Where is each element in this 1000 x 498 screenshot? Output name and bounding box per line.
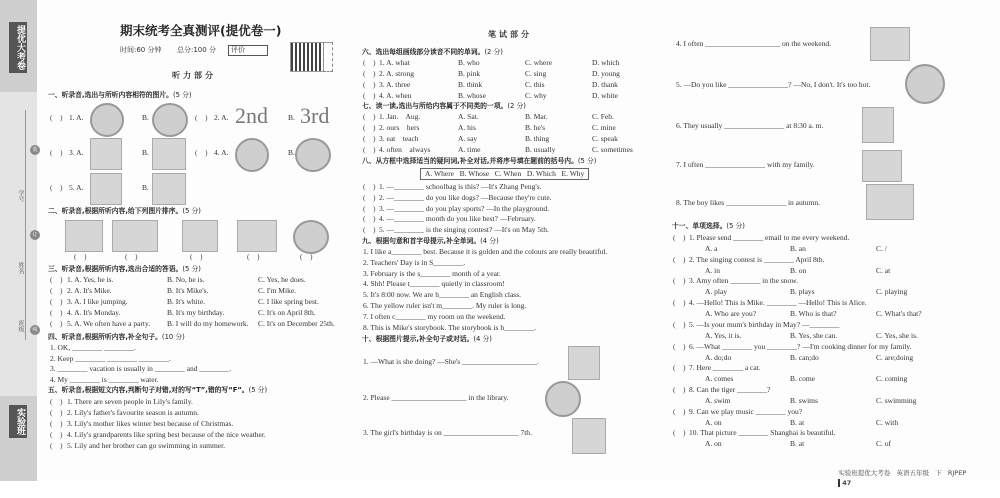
ordering-picture xyxy=(237,220,277,252)
multiple-choice-question: 9. Can we play music ________ you? xyxy=(689,406,803,416)
option-c: C. Yes, he does. xyxy=(258,275,306,284)
true-false-statement: 1. There are seven people in Lily's family. xyxy=(67,397,193,406)
section-title: 六、选出每组画线部分读音不同的单词。 xyxy=(362,48,485,56)
section-title: 七、读一读,选出与所给内容属于不同类的一项。 xyxy=(362,102,508,110)
question-label: 4. A. xyxy=(214,148,229,157)
hint-picture xyxy=(545,381,581,417)
option-b: B. It's white. xyxy=(167,297,206,306)
answer-bracket[interactable]: ( ) xyxy=(125,252,138,261)
hint-picture xyxy=(866,184,914,220)
multiple-choice-question: 2. The singing contest is ________ April 8th. xyxy=(689,254,825,264)
word-completion: 2. Teachers' Day is in S________. xyxy=(363,257,466,267)
choice-option: C. at xyxy=(876,265,891,275)
option: C. where xyxy=(525,58,553,67)
section-title: 三、听录音,根据所听内容,选出合适的答语。 xyxy=(48,265,183,273)
section-title: 四、听录音,根据所听内容,补全句子。 xyxy=(48,333,162,341)
answer-bracket[interactable]: ( ) xyxy=(195,113,208,122)
hint-picture xyxy=(905,64,945,104)
fill-in-sentence: 2. Keep ________ ________ ________. xyxy=(50,353,171,363)
section-points: (2 分) xyxy=(507,102,526,110)
option-a-picture xyxy=(90,173,122,205)
option: 2. ours hers xyxy=(379,123,420,132)
answer-bracket[interactable]: ( ) xyxy=(74,252,87,261)
multiple-choice-question: 6. —What ________ you ________? —I'm cooking dinner for my family. xyxy=(689,341,912,351)
option: 1. A. what xyxy=(379,58,410,67)
option-label: B. xyxy=(288,148,295,157)
written-part-heading: 笔试部分 xyxy=(488,30,532,39)
dialogue-question: 4. —________ month do you like best? —February. xyxy=(379,214,536,224)
question-label: 1. A. xyxy=(69,113,84,122)
section-title: 五、听录音,根据短文内容,判断句子对错,对的写“T”,错的写“F”。 xyxy=(48,386,249,394)
option-c: C. It's on April 8th. xyxy=(258,308,316,317)
option: B. who xyxy=(458,58,480,67)
dialogue-question: 1. —________ schoolbag is this? —It's Zhang Peng's. xyxy=(379,182,542,191)
true-false-statement: 3. Lily's mother likes winter best because of Christmas. xyxy=(67,419,234,428)
word-completion: 3. February is the s________ month of a year. xyxy=(363,268,501,278)
option-b: B. No, he is. xyxy=(167,275,205,284)
multiple-choice-question: 4. —Hello! This is Mike. ________ —Hello! This is Alice. xyxy=(689,298,867,308)
option-a-text: 2nd xyxy=(235,103,268,128)
section-points: (4 分) xyxy=(480,237,499,245)
option: D. which xyxy=(592,58,620,67)
answer-bracket[interactable]: ( ) xyxy=(363,134,376,143)
section-heading xyxy=(48,332,185,342)
choice-option: C. playing xyxy=(876,287,908,297)
option: A. say xyxy=(458,134,478,143)
choice-option: B. an xyxy=(790,244,806,253)
word-completion: 4. Shh! Please t________ quietly in classroom! xyxy=(363,279,505,289)
option: C. Feb. xyxy=(592,112,614,121)
section-heading xyxy=(48,264,201,274)
option-b-text: 3rd xyxy=(300,103,330,128)
page-number: 47 xyxy=(838,479,851,487)
choice-option: B. on xyxy=(790,265,807,275)
multiple-choice-question: 10. That picture ________ Shanghai is beautiful. xyxy=(689,428,836,438)
choice-option: A. Yes, it is. xyxy=(705,330,742,340)
choice-option: B. at xyxy=(790,417,805,427)
choice-option: A. a xyxy=(705,244,718,253)
section-points: (10 分) xyxy=(161,333,185,341)
choice-option: A. swim xyxy=(705,395,731,405)
option-c: C. I like spring best. xyxy=(258,297,319,306)
picture-sentence: 5. —Do you like ________________? —No, I don't. It's too hot. xyxy=(676,80,871,89)
choice-option: A. on xyxy=(705,417,722,427)
section-heading xyxy=(48,206,201,216)
word-completion: 5. It's 8:00 now. We are h________ an English class. xyxy=(363,290,522,300)
answer-bracket[interactable]: ( ) xyxy=(673,406,686,416)
multiple-choice-question: 5. —Is your mum's birthday in May? —________ xyxy=(689,319,840,329)
option-b-picture xyxy=(152,138,186,170)
option: B. Mar. xyxy=(525,112,548,121)
exam-total-score: 总分:100 分 xyxy=(177,46,216,54)
answer-bracket[interactable]: ( ) xyxy=(363,182,376,191)
option: 2. A. strong xyxy=(379,69,415,78)
answer-bracket[interactable]: ( ) xyxy=(363,214,376,224)
seal-mark: 线 xyxy=(30,325,40,335)
answer-bracket[interactable]: ( ) xyxy=(50,430,63,439)
ordering-picture xyxy=(182,220,218,252)
section-heading xyxy=(48,90,192,100)
true-false-statement: 2. Lily's father's favourite season is autumn. xyxy=(67,408,199,417)
choice-option: C. are;doing xyxy=(876,352,914,362)
option-b: B. It's Mike's. xyxy=(167,286,209,295)
answer-bracket[interactable]: ( ) xyxy=(50,441,63,450)
word-completion: 8. This is Mike's storybook. The storybook is h________. xyxy=(363,322,536,332)
fill-in-sentence: 3. ________ vacation is usually in ________ and ________. xyxy=(50,364,232,374)
section-points: (4 分) xyxy=(473,335,492,343)
choice-option: A. comes xyxy=(705,374,734,384)
section-title: 二、听录音,根据所听内容,给下列图片排序。 xyxy=(48,207,183,215)
hint-picture xyxy=(862,150,902,182)
answer-bracket[interactable]: ( ) xyxy=(50,286,63,295)
word-completion: 1. I like a________ best. Because it is golden and the colours are really beautiful. xyxy=(363,247,608,256)
section-points: (5 分) xyxy=(172,91,192,99)
class-label: 班级 xyxy=(17,320,24,332)
section-points: (5 分) xyxy=(726,222,745,230)
word-completion: 7. I often c________ my room on the weekend. xyxy=(363,311,506,321)
qr-caption xyxy=(323,42,333,72)
binding-strip xyxy=(0,0,37,481)
option: D. young xyxy=(592,69,620,78)
option-label: B. xyxy=(142,148,149,157)
seal-mark: 订 xyxy=(30,230,40,240)
answer-bracket[interactable]: ( ) xyxy=(50,419,63,428)
answer-bracket[interactable]: ( ) xyxy=(673,298,686,308)
qr-code[interactable] xyxy=(290,42,324,72)
multiple-choice-question: 7. Here ________ a cat. xyxy=(689,363,761,373)
hint-picture xyxy=(572,418,606,454)
option: A. his xyxy=(458,123,476,132)
dialogue-question: 2. —________ do you like dogs? —Because they're cute. xyxy=(379,192,552,202)
answer-bracket[interactable]: ( ) xyxy=(673,254,686,264)
option-b-picture xyxy=(152,103,188,137)
section-heading xyxy=(362,47,503,57)
picture-sentence: 3. The girl's birthday is on ____________________ 7th. xyxy=(363,428,532,437)
true-false-statement: 5. Lily and her brother can go swimming in summer. xyxy=(67,441,226,450)
choice-option: B. Yes, she can. xyxy=(790,330,838,340)
brand-logo-top: 提优大考卷 xyxy=(9,22,27,73)
section-points: (5 分) xyxy=(248,386,268,394)
dialogue-question: 5. —________ is the singing contest? —It's on May 5th. xyxy=(379,225,549,235)
answer-bracket[interactable]: ( ) xyxy=(195,148,208,157)
choice-option: C. What's that? xyxy=(876,309,922,319)
section-points: (5 分) xyxy=(577,157,597,165)
answer-bracket[interactable]: ( ) xyxy=(363,123,376,132)
hint-picture xyxy=(862,107,894,143)
option: C. this xyxy=(525,80,545,89)
footer-series: 实验班提优大考卷 英语五年级 下 RJPEP xyxy=(838,469,967,477)
answer-bracket[interactable]: ( ) xyxy=(673,341,686,351)
option-a: 5. A. We often have a party. xyxy=(67,319,151,328)
choice-option: A. do;do xyxy=(705,352,732,362)
answer-bracket[interactable]: ( ) xyxy=(50,319,63,328)
option: C. why xyxy=(525,91,547,100)
answer-bracket[interactable]: ( ) xyxy=(363,80,376,89)
option: D. white xyxy=(592,91,618,100)
section-heading xyxy=(362,156,596,166)
choice-option: C. coming xyxy=(876,374,908,384)
answer-bracket[interactable]: ( ) xyxy=(50,297,63,306)
answer-bracket[interactable]: ( ) xyxy=(673,233,686,242)
answer-bracket[interactable]: ( ) xyxy=(363,69,376,78)
word-bank-box: A. Where B. Whose C. When D. Which E. Why xyxy=(420,168,589,180)
option: 4. A. when xyxy=(379,91,412,100)
ordering-picture xyxy=(112,220,158,252)
choice-option: C. with xyxy=(876,417,899,427)
option-a-picture xyxy=(90,103,124,137)
student-number-label: 学号 xyxy=(17,190,24,202)
section-title: 十一、单项选择。 xyxy=(672,222,727,230)
picture-sentence: 2. Please ____________________ in the library. xyxy=(363,393,509,402)
section-heading xyxy=(672,221,745,231)
option-b: B. It's my birthday. xyxy=(167,308,225,317)
answer-bracket[interactable]: ( ) xyxy=(50,275,63,284)
choice-option: A. in xyxy=(705,265,720,275)
option: B. think xyxy=(458,80,483,89)
option: 3. eat teach xyxy=(379,134,419,143)
section-heading xyxy=(362,334,492,344)
option: 4. often always xyxy=(379,145,431,154)
choice-option: B. at xyxy=(790,439,805,449)
option-a: 2. A. It's Mike. xyxy=(67,286,112,295)
option: B. he's xyxy=(525,123,546,132)
footer-text xyxy=(830,458,966,498)
question-label: 3. A. xyxy=(69,148,84,157)
choice-option: A. Who are you? xyxy=(705,309,757,319)
exam-title: 期末统考全真测评(提优卷一) xyxy=(120,23,282,38)
section-title: 八、从方框中选择适当的疑问词,补全对话,并将序号填在题前的括号内。 xyxy=(362,157,578,165)
dialogue-question: 3. —________ do you play sports? —In the playground. xyxy=(379,203,549,213)
option-label: B. xyxy=(288,113,295,122)
picture-sentence: 1. —What is she doing? —She's ____________________. xyxy=(363,357,539,366)
answer-bracket[interactable]: ( ) xyxy=(363,145,376,154)
answer-bracket[interactable]: ( ) xyxy=(50,183,63,192)
brand-logo-bottom: 实验班 xyxy=(9,405,27,438)
section-heading xyxy=(362,236,499,246)
section-title: 一、听录音,选出与所听内容相符的图片。 xyxy=(48,91,173,99)
choice-option: B. plays xyxy=(790,287,815,297)
answer-bracket[interactable]: ( ) xyxy=(673,276,686,286)
score-box[interactable]: 评价 xyxy=(228,45,268,56)
choice-option: B. come xyxy=(790,374,815,384)
section-points: (5 分) xyxy=(182,265,201,273)
binding-line xyxy=(25,110,26,340)
section-points: (2 分) xyxy=(484,48,503,56)
option: 1. Jan. Aug. xyxy=(379,112,421,121)
choice-option: A. play xyxy=(705,287,728,297)
answer-bracket[interactable]: ( ) xyxy=(50,148,63,157)
word-completion: 6. The yellow ruler isn't m________. My ruler is long. xyxy=(363,301,527,310)
choice-option: A. on xyxy=(705,439,722,449)
option: B. usually xyxy=(525,145,556,154)
option: C. mine xyxy=(592,123,616,132)
option-c: C. It's on December 25th. xyxy=(258,319,335,328)
fill-in-sentence: 4. My ________ is ________ water. xyxy=(50,374,159,384)
picture-sentence: 8. The boy likes ________________ in autumn. xyxy=(676,198,821,207)
option-label: B. xyxy=(142,183,149,192)
option: A. time xyxy=(458,145,481,154)
answer-bracket[interactable]: ( ) xyxy=(363,58,376,67)
choice-option: B. swims xyxy=(790,395,818,405)
answer-bracket[interactable]: ( ) xyxy=(363,203,376,213)
section-title: 十、根据图片提示,补全句子或对话。 xyxy=(362,335,474,343)
option: A. Sat. xyxy=(458,112,479,121)
answer-bracket[interactable]: ( ) xyxy=(50,113,63,122)
ordering-picture xyxy=(65,220,103,252)
hint-picture xyxy=(870,27,910,61)
choice-option: B. Who is that? xyxy=(790,309,837,319)
answer-bracket[interactable]: ( ) xyxy=(50,408,63,417)
choice-option: C. / xyxy=(876,244,887,253)
option-b-picture xyxy=(152,173,186,205)
section-heading xyxy=(48,385,267,395)
answer-bracket[interactable]: ( ) xyxy=(247,252,260,261)
choice-option: C. Yes, she is. xyxy=(876,330,918,340)
option-a-picture xyxy=(235,138,269,172)
multiple-choice-question: 3. Amy often ________ in the snow. xyxy=(689,276,799,286)
multiple-choice-question: 1. Please send ________ email to me every weekend. xyxy=(689,233,850,242)
picture-sentence: 4. I often ____________________ on the weekend. xyxy=(676,39,831,48)
answer-bracket[interactable]: ( ) xyxy=(363,91,376,100)
option: B. thing xyxy=(525,134,550,143)
true-false-statement: 4. Lily's grandparents like spring best because of the nice weather. xyxy=(67,430,266,439)
option: C. sometimes xyxy=(592,145,633,154)
answer-bracket[interactable]: ( ) xyxy=(50,397,63,406)
option-c: C. I'm Mike. xyxy=(258,286,297,295)
option: B. pink xyxy=(458,69,481,78)
fill-in-sentence: 1. OK, ________ ________. xyxy=(50,343,136,352)
name-label: 姓名 xyxy=(17,262,24,274)
hint-picture xyxy=(568,346,600,380)
option-a: 3. A. I like jumping. xyxy=(67,297,128,306)
option-label: B. xyxy=(142,113,149,122)
option-a: 4. A. It's Monday. xyxy=(67,308,121,317)
question-label: 5. A. xyxy=(69,183,84,192)
option: B. whose xyxy=(458,91,486,100)
seal-mark: 装 xyxy=(30,145,40,155)
option: C. sing xyxy=(525,69,547,78)
picture-sentence: 7. I often ________________ with my family. xyxy=(676,160,815,169)
answer-bracket[interactable]: ( ) xyxy=(190,252,203,261)
question-label: 2. A. xyxy=(214,113,229,122)
option: C. speak xyxy=(592,134,618,143)
choice-option: B. can;do xyxy=(790,352,819,362)
section-heading xyxy=(362,101,526,111)
answer-bracket[interactable]: ( ) xyxy=(363,225,376,235)
answer-bracket[interactable]: ( ) xyxy=(673,428,686,438)
answer-bracket[interactable]: ( ) xyxy=(673,384,686,394)
section-title: 九、根据句意和首字母提示,补全单词。 xyxy=(362,237,481,245)
option-b: B. I will do my homework. xyxy=(167,319,249,328)
answer-bracket[interactable]: ( ) xyxy=(673,363,686,373)
section-points: (5 分) xyxy=(182,207,201,215)
picture-sentence: 6. They usually ________________ at 8:30 a. m. xyxy=(676,121,824,130)
option-a: 1. A. Yes, he is. xyxy=(67,275,114,284)
multiple-choice-question: 8. Can the tiger ________? xyxy=(689,384,771,394)
answer-bracket[interactable]: ( ) xyxy=(673,319,686,329)
option-b-picture xyxy=(295,138,331,172)
ordering-picture xyxy=(293,220,329,254)
exam-time: 时间:60 分钟 xyxy=(120,46,162,54)
answer-bracket[interactable]: ( ) xyxy=(363,192,376,202)
answer-bracket[interactable]: ( ) xyxy=(363,112,376,121)
option: D. thank xyxy=(592,80,618,89)
answer-bracket[interactable]: ( ) xyxy=(300,252,313,261)
choice-option: C. swimming xyxy=(876,395,917,405)
answer-bracket[interactable]: ( ) xyxy=(50,308,63,317)
listening-part-heading: 听力部分 xyxy=(172,71,216,80)
option-a-picture xyxy=(90,138,122,170)
option: 3. A. three xyxy=(379,80,411,89)
choice-option: C. of xyxy=(876,439,891,449)
